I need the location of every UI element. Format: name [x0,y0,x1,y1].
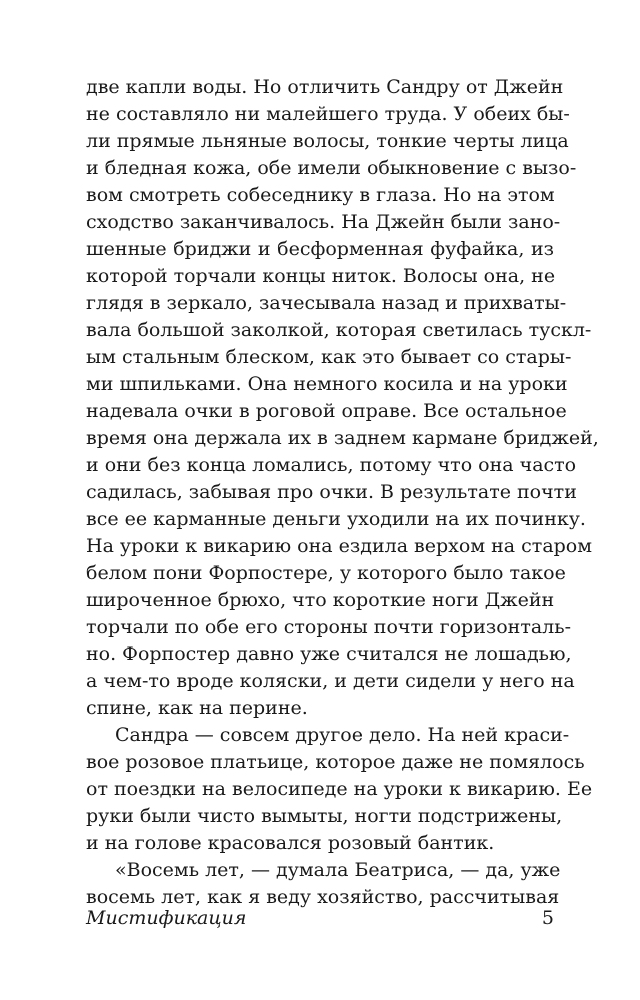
text-line: надевала очки в роговой оправе. Все остальное [86,400,567,422]
text-line: садилась, забывая про очки. В результате почти [86,481,577,503]
text-line: сходство заканчивалось. На Джейн были зано- [86,211,561,233]
paragraph-start-line: Сандра — совсем другое дело. На ней краси- [115,724,570,746]
text-line: все ее карманные деньги уходили на их починку. [86,508,586,530]
text-line: не составляло ни малейшего труда. У обеих бы- [86,103,570,125]
text-line: шенные бриджи и бесформенная фуфайка, из [86,238,554,260]
page-number: 5 [541,907,554,929]
text-line: и они без конца ломались, потому что она часто [86,454,577,476]
text-line: вое розовое платьице, которое даже не помялось [86,751,585,773]
text-line: ли прямые льняные волосы, тонкие черты лица [86,130,569,152]
text-line: белом пони Форпостере, у которого было такое [86,562,566,584]
text-line: от поездки на велосипеде на уроки к викарию. Ее [86,778,593,800]
text-line: глядя в зеркало, зачесывала назад и прихваты- [86,292,567,314]
text-line: ым стальным блеском, как это бывает со стары- [86,346,572,368]
text-line: которой торчали концы ниток. Волосы она, не [86,265,556,287]
text-line: торчали по обе его стороны почти горизонталь- [86,616,572,638]
text-line: На уроки к викарию она ездила верхом на старом [86,535,593,557]
running-footer-title: Мистификация [86,907,247,929]
paragraph-end-line: спине, как на перине. [86,697,308,719]
text-line: вала большой заколкой, которая светилась тускл- [86,319,592,341]
text-line: широченное брюхо, что короткие ноги Джейн [86,589,555,611]
body-text [86,74,599,911]
text-line: восемь лет, как я веду хозяйство, рассчитывая [86,886,560,908]
text-line: руки были чисто вымыты, ногти подстрижены, [86,805,563,827]
text-line: время она держала их в заднем кармане бриджей, [86,427,599,449]
text-line: а чем-то вроде коляски, и дети сидели у него на [86,670,575,692]
paragraph-start-line: «Восемь лет, — думала Беатриса, — да, уже [115,859,561,881]
text-line: две капли воды. Но отличить Сандру от Джейн [86,76,564,98]
text-line: но. Форпостер давно уже считался не лошадью, [86,643,572,665]
text-line: и бледная кожа, обе имели обыкновение с вызо- [86,157,577,179]
text-line: ми шпильками. Она немного косила и на уроки [86,373,568,395]
text-line: вом смотреть собеседнику в глаза. Но на этом [86,184,555,206]
paragraph-end-line: и на голове красовался розовый бантик. [86,832,495,854]
